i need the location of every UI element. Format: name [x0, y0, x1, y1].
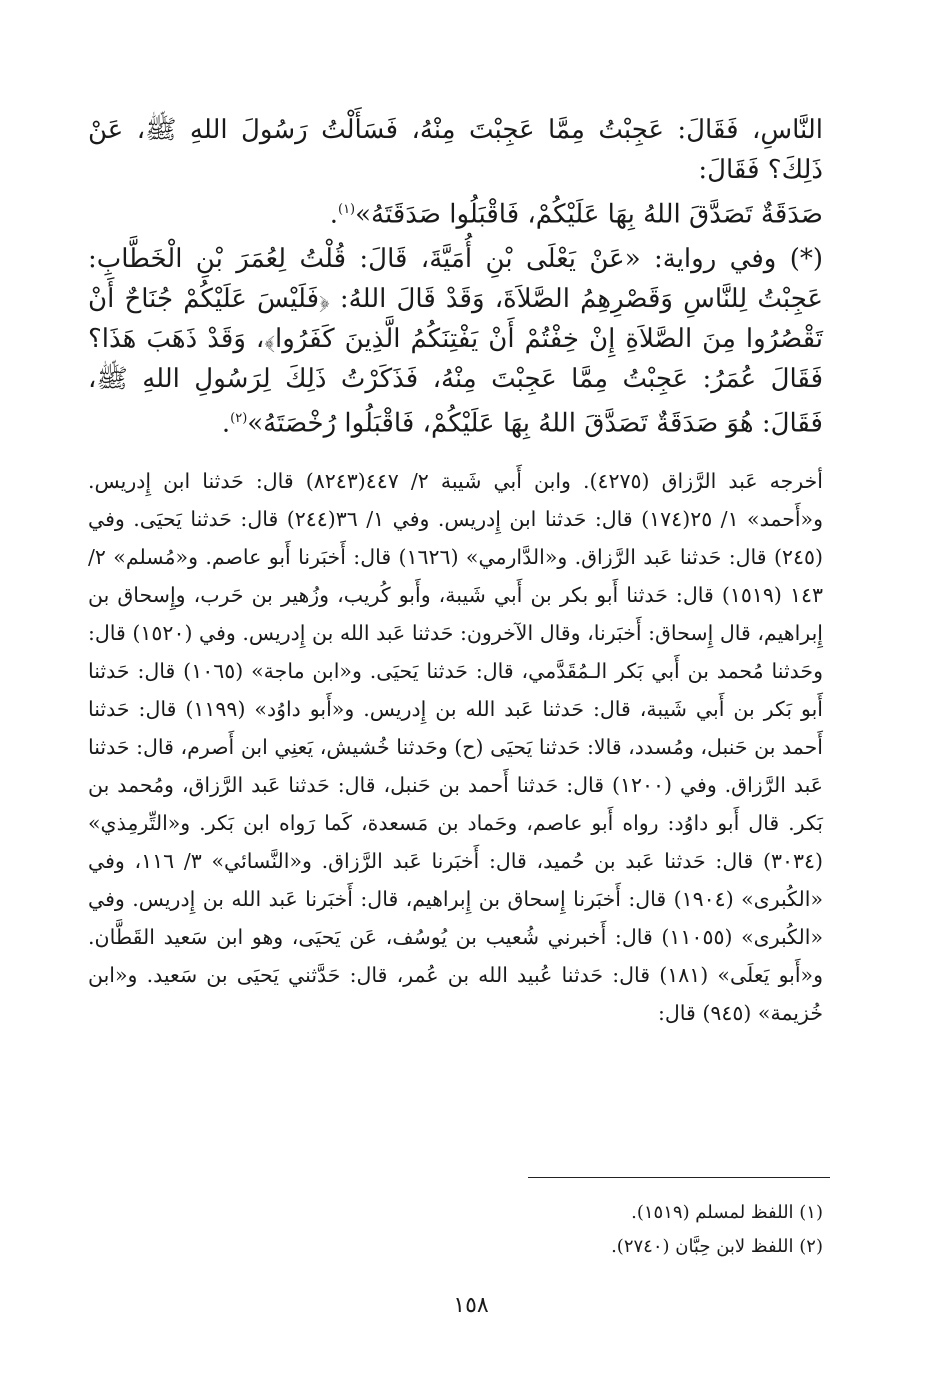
footnote-ref-2: (٢) — [230, 410, 248, 426]
riwaya-text: (*) وفي رواية: «عَنْ يَعْلَى بْنِ أُمَيَّةَ، قَالَ: قُلْتُ لِعُمَرَ بْنِ الْخَطَّابِ: عَجِبْتُ لِلنَّاسِ وَقَصْرِهِمُ الصَّلاَةَ، وَقَدْ قَالَ اللهُ: ﴿فَلَيْسَ عَلَيْكُمْ جُنَاحٌ أَنْ تَقْصُرُوا مِنَ الصَّلاَةِ إِنْ خِفْتُمْ أَنْ يَفْتِنَكُمُ الَّذِينَ كَفَرُوا﴾، وَقَدْ ذَهَبَ هَذَا؟ فَقَالَ عُمَرُ: عَجِبْتُ مِمَّا عَجِبْتَ مِنْهُ، فَذَكَرْتُ ذَلِكَ لِرَسُولِ اللهِ ﷺ، فَقَالَ: هُوَ صَدَقَةٌ تَصَدَّقَ اللهُ بِهَا عَلَيْكُمْ، فَاقْبَلُوا رُخْصَتَهُ» — [88, 243, 823, 439]
hadith-text — [88, 110, 823, 447]
page-number: ١٥٨ — [453, 1293, 489, 1318]
hadith-line-2: صَدَقَةٌ تَصَدَّقَ اللهُ بِهَا عَلَيْكُمْ، فَاقْبَلُوا صَدَقَتَهُ» — [355, 199, 823, 230]
footnote-ref-1: (١) — [337, 202, 356, 217]
hadith-paragraph-1: النَّاسِ، فَقَالَ: عَجِبْتُ مِمَّا عَجِبْتَ مِنْهُ، فَسَأَلْتُ رَسُولَ اللهِ ﷺ، عَنْ ذَلِكَ؟ فَقَالَ: صَدَقَةٌ تَصَدَّقَ اللهُ بِهَا عَلَيْكُمْ، فَاقْبَلُوا صَدَقَتَهُ»$^{(١)}$. — [88, 115, 823, 230]
footnote-1: (١) اللفظ لمسلم (١٥١٩). — [631, 1202, 823, 1223]
footnote-divider — [528, 1177, 830, 1178]
footnote-2: (٢) اللفظ لابن حِبَّان (٢٧٤٠). — [611, 1236, 823, 1257]
takhrij-section — [88, 462, 823, 1032]
footnotes — [88, 1196, 823, 1264]
hadith-paragraph-2: (*) وفي رواية: «عَنْ يَعْلَى بْنِ أُمَيَّةَ، قَالَ: قُلْتُ لِعُمَرَ بْنِ الْخَطَّابِ: عَجِبْتُ لِلنَّاسِ وَقَصْرِهِمُ الصَّلاَةَ، وَقَدْ قَالَ اللهُ: ﴿فَلَيْسَ عَلَيْكُمْ جُنَاحٌ أَنْ تَقْصُرُوا مِنَ الصَّلاَةِ إِنْ خِفْتُمْ أَنْ يَفْتِنَكُمُ الَّذِينَ كَفَرُوا﴾، وَقَدْ ذَهَبَ هَذَا؟ فَقَالَ عُمَرُ: عَجِبْتُ مِمَّا عَجِبْتَ مِنْهُ، فَذَكَرْتُ ذَلِكَ لِرَسُولِ اللهِ ﷺ، فَقَالَ: هُوَ صَدَقَةٌ تَصَدَّقَ اللهُ بِهَا عَلَيْكُمْ، فَاقْبَلُوا رُخْصَتَهُ»$^{(٢)}$. — [88, 243, 823, 439]
hadith-line-1: النَّاسِ، فَقَالَ: عَجِبْتُ مِمَّا عَجِبْتَ مِنْهُ، فَسَأَلْتُ رَسُولَ اللهِ ﷺ، عَنْ ذَلِكَ؟ فَقَالَ: — [88, 115, 823, 185]
takhrij-text: أخرجه عَبد الرَّزاق (٤٢٧٥). وابن أَبي شَيبة ٢/ ٤٤٧(٨٢٤٣) قال: حَدثنا ابن إِدريس. و«أَحمد» ١/ ٢٥(١٧٤) قال: حَدثنا ابن إِدريس. وفي ١/ ٣٦(٢٤٤) قال: حَدثنا يَحيَى. وفي (٢٤٥) قال: حَدثنا عَبد الرَّزاق. و«الدَّارمي» (١٦٢٦) قال: أَخبَرنا أَبو عاصم. و«مُسلم» ٢/ ١٤٣ (١٥١٩) قال: حَدثنا أَبو بكر بن أَبي شَيبة، وأَبو كُريب، وزُهير بن حَرب، وإِسحاق بن إِبراهيم، قال إِسحاق: أَخبَرنا، وقال الآخرون: حَدثنا عَبد الله بن إِدريس. وفي (١٥٢٠) قال: وحَدثنا مُحمد بن أَبي بَكر الـمُقَدَّمي، قال: حَدثنا يَحيَى. و«ابن ماجة» (١٠٦٥) قال: حَدثنا أَبو بَكر بن أَبي شَيبة، قال: حَدثنا عَبد الله بن إِدريس. و«أَبو داوُد» (١١٩٩) قال: حَدثنا أَحمد بن حَنبل، ومُسدد، قالا: حَدثنا يَحيَى (ح) وحَدثنا خُشيش، يَعنِي ابن أَصرم، قال: حَدثنا عَبد الرَّزاق. وفي (١٢٠٠) قال: حَدثنا أَحمد بن حَنبل، قال: حَدثنا عَبد الرَّزاق، ومُحمد بن بَكر. قال أَبو داوُد: رواه أَبو عاصم، وحَماد بن مَسعدة، كَما رَواه ابن بَكر. و«التِّرمِذي» (٣٠٣٤) قال: حَدثنا عَبد بن حُميد، قال: أَخبَرنا عَبد الرَّزاق. و«النَّسائي» ٣/ ١١٦، وفي «الكُبرى» (١٩٠٤) قال: أَخبَرنا إِسحاق بن إِبراهيم، قال: أَخبَرنا عَبد الله بن إِدريس. وفي «الكُبرى» (١١٠٥٥) قال: أَخبرني شُعيب بن يُوسُف، عَن يَحيَى، وهو ابن سَعيد القَطَّان. و«أَبو يَعلَى» (١٨١) قال: حَدثنا عُبيد الله بن عُمر، قال: حَدَّثني يَحيَى بن سَعيد. و«ابن خُزيمة» (٩٤٥) قال: — [88, 469, 824, 1025]
